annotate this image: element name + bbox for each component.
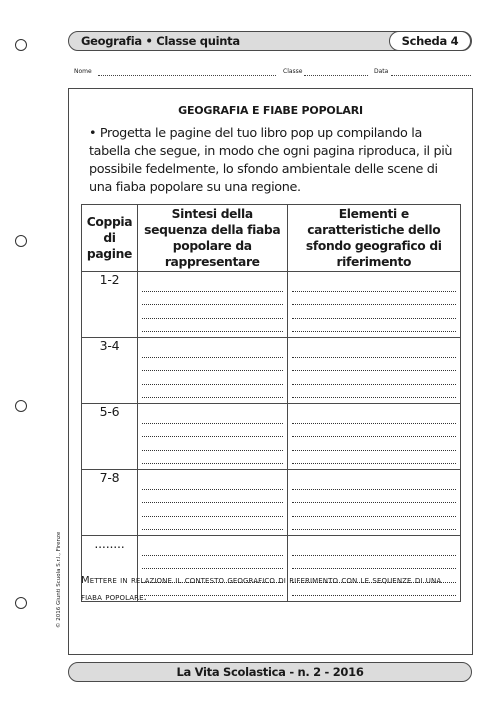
sintesi-cell[interactable] <box>137 470 287 536</box>
table-header-row <box>82 205 461 272</box>
name-field[interactable] <box>98 75 276 76</box>
date-field[interactable] <box>391 75 471 76</box>
footer-bar: La Vita Scolastica - n. 2 - 2016 <box>68 662 472 682</box>
table-row <box>82 470 461 536</box>
student-fields <box>74 68 474 80</box>
task-text: Mettere in relazione il contesto geografico di riferimento con le sequenze di una fiaba popolare. <box>81 575 442 603</box>
binder-hole <box>15 39 27 51</box>
header-bar <box>68 31 472 51</box>
worksheet-box <box>68 88 473 655</box>
header-coppia: Coppia di pagine <box>82 205 138 272</box>
class-label: Classe <box>283 68 303 75</box>
subject-label: Geografia • Classe quinta <box>81 34 240 48</box>
elementi-cell[interactable] <box>287 404 460 470</box>
worksheet-table <box>81 204 461 602</box>
worksheet-intro: • Progetta le pagine del tuo libro pop up compilando la tabella che segue, in modo che ogni pagina riproduca, il più possibile fedelmente, lo sfondo ambientale delle scene di una fiaba popolare su una regione. <box>89 126 453 195</box>
copyright-text: © 2016 Giunti Scuola S.r.l., Firenze <box>56 531 62 628</box>
elementi-cell[interactable] <box>287 470 460 536</box>
table-row <box>82 338 461 404</box>
sintesi-cell[interactable] <box>137 272 287 338</box>
sintesi-cell[interactable] <box>137 404 287 470</box>
pair-cell: 3-4 <box>82 338 138 404</box>
sheet-label: Scheda 4 <box>389 31 471 51</box>
name-label: Nome <box>74 68 92 75</box>
binder-hole <box>15 597 27 609</box>
header-elementi: Elementi e caratteristiche dello sfondo geografico di riferimento <box>287 205 460 272</box>
pair-cell: 7-8 <box>82 470 138 536</box>
binder-hole <box>15 400 27 412</box>
elementi-cell[interactable] <box>287 338 460 404</box>
table-row <box>82 272 461 338</box>
header-sintesi: Sintesi della sequenza della fiaba popolare da rappresentare <box>137 205 287 272</box>
pair-cell: ........ <box>82 536 138 602</box>
table-row <box>82 404 461 470</box>
worksheet-title: GEOGRAFIA E FIABE POPOLARI <box>178 104 363 117</box>
sintesi-cell[interactable] <box>137 338 287 404</box>
elementi-cell[interactable] <box>287 272 460 338</box>
class-field[interactable] <box>304 75 368 76</box>
date-label: Data <box>374 68 389 75</box>
pair-cell: 5-6 <box>82 404 138 470</box>
binder-hole <box>15 235 27 247</box>
pair-cell: 1-2 <box>82 272 138 338</box>
